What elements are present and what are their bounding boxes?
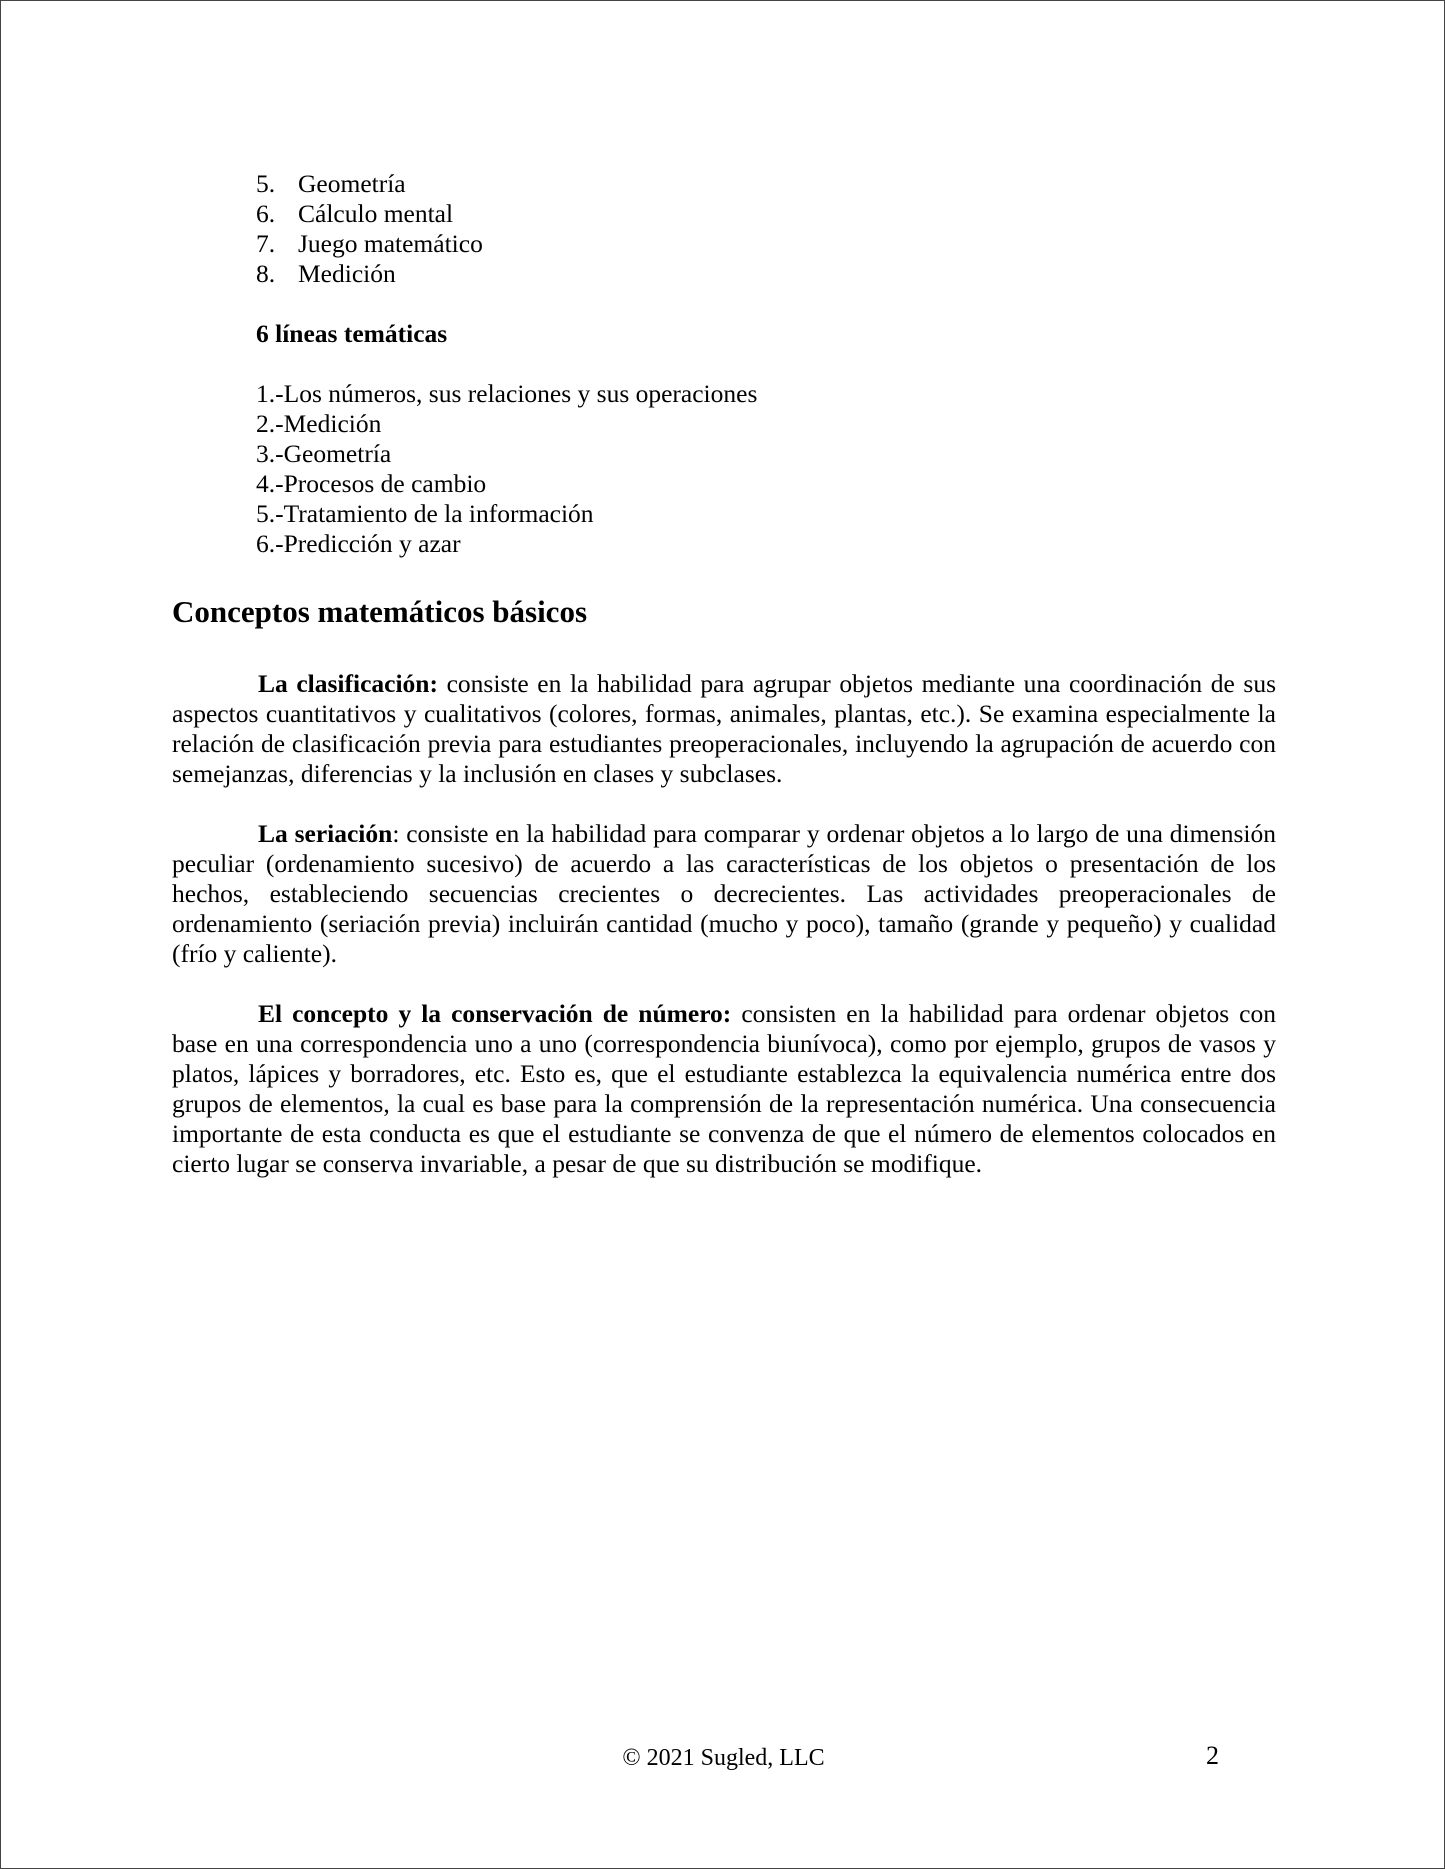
lineas-heading: 6 líneas temáticas (256, 319, 448, 348)
paragraph-body: consiste en la habilidad para agrupar objetos mediante una coordinación de sus aspectos cuantitativos y cualitativos (colores, formas, animales, plantas, etc.). Se examina especialmente la relación de clasificación previa para estudiantes preoperacionales, incluyendo la agrupación de acuerdo con semejanzas, diferencias y la inclusión en clases y subclases. (172, 669, 1277, 788)
linea-item: 6.-Predicción y azar (256, 529, 461, 558)
linea-item: 1.-Los números, sus relaciones y sus operaciones (256, 379, 758, 408)
list-item: 8. Medición (256, 259, 396, 288)
list-item: 5. Geometría (256, 169, 406, 198)
footer-copyright: © 2021 Sugled, LLC (622, 1745, 825, 1771)
linea-item: 2.-Medición (256, 409, 382, 438)
paragraph-numero (172, 999, 1276, 1179)
paragraph-term: El concepto y la conservación de número: (258, 999, 732, 1028)
paragraph-seriacion (172, 819, 1276, 969)
linea-item: 4.-Procesos de cambio (256, 469, 487, 498)
list-item: 7. Juego matemático (256, 229, 483, 258)
paragraph-term: La clasificación: (258, 669, 438, 698)
page-content (172, 169, 1276, 1179)
lineas-list (256, 379, 1276, 559)
paragraph-term: La seriación (258, 819, 393, 848)
linea-item: 5.-Tratamiento de la información (256, 499, 594, 528)
linea-item: 3.-Geometría (256, 439, 392, 468)
numbered-list (256, 169, 1276, 289)
list-item: 6. Cálculo mental (256, 199, 454, 228)
paragraph-body: : consiste en la habilidad para comparar y ordenar objetos a lo largo de una dimensión peculiar (ordenamiento sucesivo) de acuerdo a las características de los objetos o presentación de los hechos, estableciendo secuencias crecientes o decrecientes. Las actividades preoperacionales de ordenamiento (seriación previa) incluirán cantidad (mucho y poco), tamaño (grande y pequeño) y cualidad (frío y caliente). (172, 819, 1276, 968)
page-number: 2 (1206, 1741, 1219, 1770)
paragraph-clasificacion (172, 669, 1276, 789)
section-title: Conceptos matemáticos básicos (172, 594, 588, 629)
paragraph-body: consisten en la habilidad para ordenar objetos con base en una correspondencia uno a uno (correspondencia biunívoca), como por ejemplo, grupos de vasos y platos, lápices y borradores, etc. Esto es, que el estudiante establezca la equivalencia numérica entre dos grupos de elementos, la cual es base para la comprensión de la representación numérica. Una consecuencia importante de esta conducta es que el estudiante se convenza de que el número de elementos colocados en cierto lugar se conserva invariable, a pesar de que su distribución se modifique. (172, 999, 1276, 1178)
